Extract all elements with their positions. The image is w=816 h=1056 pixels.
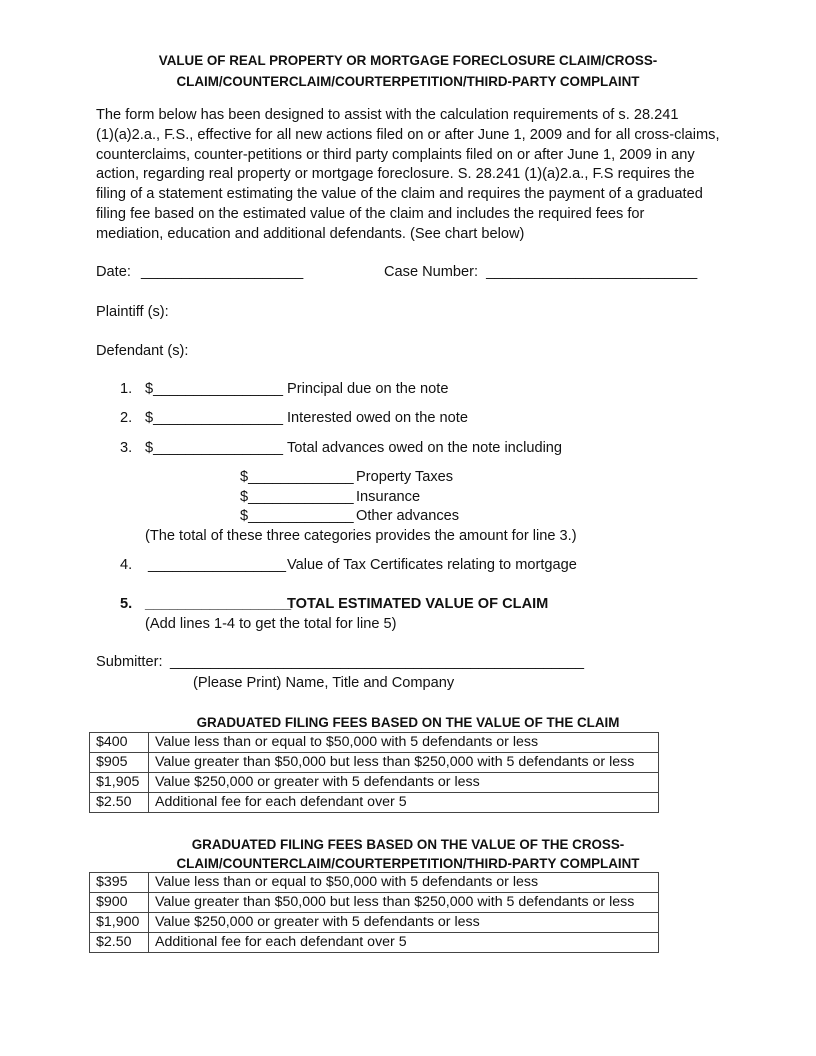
other-advances-label: Other advances bbox=[356, 508, 460, 524]
fee-amount: $2.50 bbox=[90, 793, 149, 813]
item-1-number: 1. bbox=[120, 381, 133, 397]
insurance-label: Insurance bbox=[356, 489, 421, 505]
item-1-field[interactable]: $________________ bbox=[145, 381, 283, 397]
case-number-row bbox=[384, 264, 697, 280]
item-5-field[interactable]: __________________ bbox=[145, 596, 292, 612]
item-3-label: Total advances owed on the note including bbox=[287, 440, 563, 456]
intro-line: The form below has been designed to assist with the calculation requirements of s. 28.241 bbox=[96, 107, 679, 123]
table1-title-text: GRADUATED FILING FEES BASED ON THE VALUE OF THE CLAIM bbox=[196, 715, 620, 730]
table-row bbox=[90, 733, 659, 753]
fee-description: Value greater than $50,000 but less than $250,000 with 5 defendants or less bbox=[149, 753, 659, 773]
insurance-field[interactable]: $_____________ bbox=[240, 489, 354, 505]
table2-title-line-1: GRADUATED FILING FEES BASED ON THE VALUE OF THE CROSS- bbox=[191, 837, 625, 852]
fee-description: Value greater than $50,000 but less than $250,000 with 5 defendants or less bbox=[149, 893, 659, 913]
fee-description: Value $250,000 or greater with 5 defendants or less bbox=[149, 913, 659, 933]
fee-amount: $1,905 bbox=[90, 773, 149, 793]
item-2-field[interactable]: $________________ bbox=[145, 410, 283, 426]
sub-total-note: (The total of these three categories provides the amount for line 3.) bbox=[145, 528, 577, 544]
item-2-number: 2. bbox=[120, 410, 133, 426]
date-field[interactable]: ____________________ bbox=[140, 264, 304, 280]
fee-amount: $1,900 bbox=[90, 913, 149, 933]
item-4-number: 4. bbox=[120, 557, 133, 573]
submitter-note: (Please Print) Name, Title and Company bbox=[193, 675, 455, 691]
claim-fee-table bbox=[89, 732, 659, 813]
intro-line: mediation, education and additional defendants. (See chart below) bbox=[96, 225, 525, 242]
title-line-1: VALUE OF REAL PROPERTY OR MORTGAGE FORECLOSURE CLAIM/CROSS- bbox=[158, 53, 658, 68]
intro-line: action, regarding real property or mortgage foreclosure. S. 28.241 (1)(a)2.a., F.S requires the bbox=[96, 166, 695, 183]
fee-description: Value less than or equal to $50,000 with 5 defendants or less bbox=[149, 733, 659, 753]
intro-line: counterclaims, counter-petitions or third party complaints filed on or after June 1, 2009 in any bbox=[96, 146, 695, 163]
table-row bbox=[90, 913, 659, 933]
submitter-field[interactable]: ___________________________________________________ bbox=[170, 654, 584, 670]
table-row bbox=[90, 893, 659, 913]
fee-amount: $395 bbox=[90, 873, 149, 893]
item-5-note: (Add lines 1-4 to get the total for line 5) bbox=[145, 616, 397, 632]
fee-amount: $905 bbox=[90, 753, 149, 773]
fee-description: Additional fee for each defendant over 5 bbox=[149, 933, 659, 953]
intro-paragraph bbox=[96, 106, 736, 245]
case-number-label: Case Number: bbox=[384, 264, 479, 280]
fee-description: Additional fee for each defendant over 5 bbox=[149, 793, 659, 813]
case-number-field[interactable]: __________________________ bbox=[486, 264, 698, 280]
table-row bbox=[90, 873, 659, 893]
table2-title-line-2: CLAIM/COUNTERCLAIM/COURTERPETITION/THIRD-PARTY COMPLAINT bbox=[176, 856, 640, 871]
plaintiff-label: Plaintiff (s): bbox=[96, 304, 169, 320]
table-row bbox=[90, 753, 659, 773]
defendant-label: Defendant (s): bbox=[96, 343, 189, 359]
cross-claim-fee-table bbox=[89, 872, 659, 953]
submitter-label: Submitter: bbox=[96, 654, 163, 670]
table-row bbox=[90, 933, 659, 953]
item-1-label: Principal due on the note bbox=[287, 381, 449, 397]
fee-amount: $2.50 bbox=[90, 933, 149, 953]
property-taxes-field[interactable]: $_____________ bbox=[240, 469, 354, 485]
other-advances-field[interactable]: $_____________ bbox=[240, 508, 354, 524]
table-row bbox=[90, 773, 659, 793]
table1-title bbox=[96, 713, 720, 732]
table2-title bbox=[96, 835, 720, 873]
fee-amount: $900 bbox=[90, 893, 149, 913]
date-row bbox=[96, 264, 303, 280]
title-line-2: CLAIM/COUNTERCLAIM/COURTERPETITION/THIRD-PARTY COMPLAINT bbox=[176, 74, 640, 89]
fee-amount: $400 bbox=[90, 733, 149, 753]
intro-line: (1)(a)2.a., F.S., effective for all new actions filed on or after June 1, 2009 and for all cross-claims, bbox=[96, 126, 720, 143]
intro-line: filing of a statement estimating the value of the claim and requires the payment of a graduated bbox=[96, 186, 703, 203]
item-5-number: 5. bbox=[120, 596, 133, 612]
item-4-field[interactable]: _________________ bbox=[148, 557, 286, 573]
date-label: Date: bbox=[96, 264, 131, 280]
intro-line: filing fee based on the estimated value of the claim and includes the required fees for bbox=[96, 205, 645, 222]
item-3-number: 3. bbox=[120, 440, 133, 456]
item-3-field[interactable]: $________________ bbox=[145, 440, 283, 456]
fee-description: Value $250,000 or greater with 5 defendants or less bbox=[149, 773, 659, 793]
property-taxes-label: Property Taxes bbox=[356, 469, 454, 485]
table-row bbox=[90, 793, 659, 813]
item-2-label: Interested owed on the note bbox=[287, 410, 468, 426]
item-4-label: Value of Tax Certificates relating to mortgage bbox=[287, 557, 577, 573]
fee-description: Value less than or equal to $50,000 with 5 defendants or less bbox=[149, 873, 659, 893]
item-5-label: TOTAL ESTIMATED VALUE OF CLAIM bbox=[287, 596, 549, 612]
page-title bbox=[96, 50, 720, 92]
